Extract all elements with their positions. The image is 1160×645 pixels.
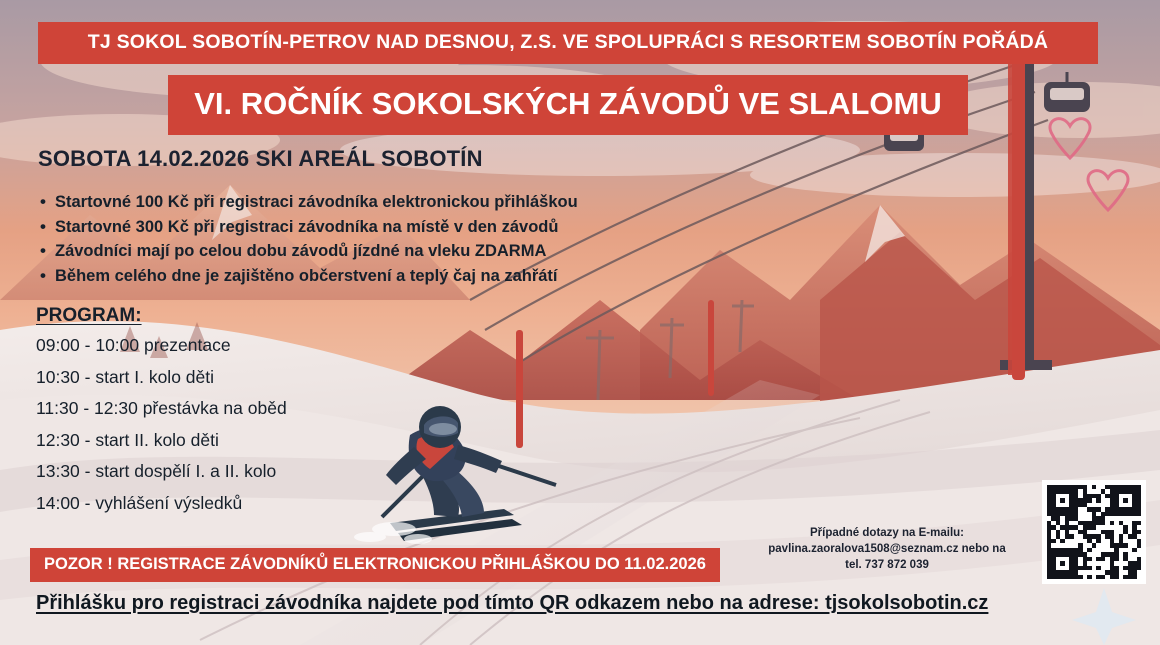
contact-phone: tel. 737 872 039	[845, 559, 929, 571]
list-item: • Startovné 300 Kč při registraci závodníka na místě v den závodů	[38, 215, 578, 240]
contact-line-1: Případné dotazy na E-mailu:	[810, 527, 964, 539]
list-item: 09:00 - 10:00 prezentace	[36, 335, 231, 355]
list-item: 13:30 - start dospělí I. a II. kolo	[36, 461, 277, 481]
program-heading: PROGRAM:	[36, 305, 142, 326]
poster-title: VI. ROČNÍK SOKOLSKÝCH ZÁVODŮ VE SLALOMU	[168, 75, 968, 135]
registration-warning-banner: POZOR ! REGISTRACE ZÁVODNÍKŮ ELEKTRONICKOU PŘIHLÁŠKOU DO 11.02.2026	[30, 548, 720, 582]
program-schedule-list	[36, 330, 287, 519]
qr-code[interactable]	[1042, 480, 1146, 584]
event-date-line: SOBOTA 14.02.2026 SKI AREÁL SOBOTÍN	[38, 146, 483, 171]
list-item: 14:00 - vyhlášení výsledků	[36, 492, 243, 513]
contact-block	[742, 525, 1032, 573]
list-item: 11:30 - 12:30 přestávka na oběd	[36, 398, 287, 418]
list-item: 10:30 - start I. kolo děti	[36, 366, 215, 387]
list-item: • Startovné 100 Kč při registraci závodníka elektronickou přihláškou	[38, 190, 578, 215]
list-item: 12:30 - start II. kolo děti	[36, 429, 219, 450]
list-item: • Závodníci mají po celou dobu závodů jízdné na vleku ZDARMA	[38, 239, 578, 264]
contact-email: pavlina.zaoralova1508@seznam.cz nebo na	[768, 543, 1006, 555]
list-item: • Během celého dne je zajištěno občerstvení a teplý čaj na zahřátí	[38, 264, 578, 289]
info-bullet-list	[38, 190, 578, 288]
registration-link-line: Přihlášku pro registraci závodníka najdete pod tímto QR odkazem nebo na adrese: tjsokolsobotin.cz	[36, 592, 989, 614]
organizer-banner: TJ SOKOL SOBOTÍN-PETROV NAD DESNOU, Z.S. VE SPOLUPRÁCI S RESORTEM SOBOTÍN POŘÁDÁ	[38, 22, 1098, 64]
